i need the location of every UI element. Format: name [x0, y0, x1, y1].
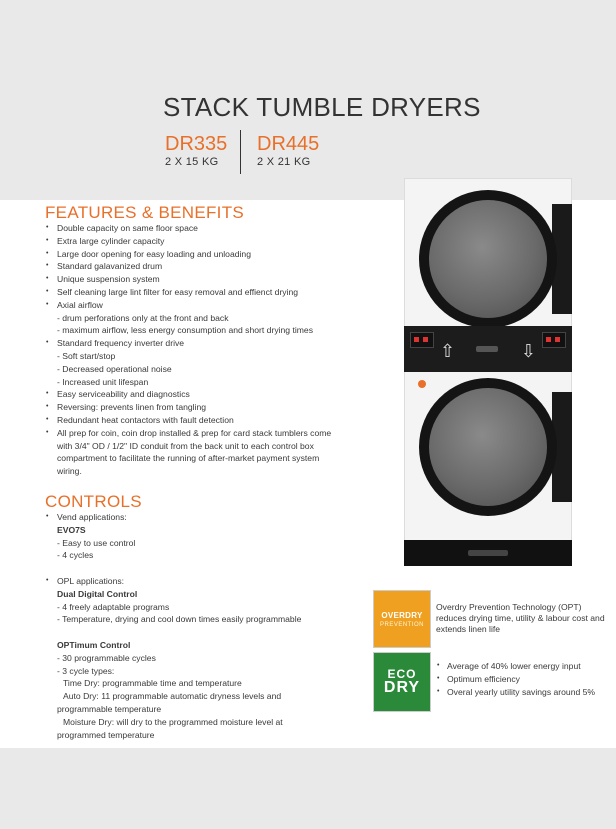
spacer — [45, 626, 375, 639]
control-detail: programmed temperature — [57, 729, 155, 740]
controls-heading: CONTROLS — [45, 492, 142, 511]
spacer — [45, 562, 375, 575]
feature-item: • Standard galavanized drum — [45, 260, 375, 273]
badge-line: PREVENTION — [379, 621, 424, 628]
door-glass — [429, 200, 547, 318]
arrow-up-icon: ⇧ — [440, 341, 456, 361]
control-detail: programmable temperature — [57, 703, 162, 714]
feature-item: • Double capacity on same floor space — [45, 222, 375, 235]
feature-item: • Standard frequency inverter drive — [45, 337, 375, 350]
feature-subitem: - maximum airflow, less energy consumption and short drying times — [57, 325, 314, 336]
feature-subitem: - drum perforations only at the front and back — [57, 312, 229, 323]
control-application: • OPL applications: — [45, 575, 375, 588]
control-detail: - Temperature, drying and cool down times easily programmable — [57, 614, 302, 625]
control-application: • Vend applications: — [45, 511, 375, 524]
control-name: EVO7S — [57, 524, 86, 535]
control-detail: - 30 programmable cycles — [57, 652, 156, 663]
control-detail: Time Dry: programmable time and temperature — [63, 678, 242, 689]
eco-benefits-list — [436, 660, 612, 698]
model-name: DR335 — [165, 133, 228, 155]
feature-item-continued: wiring. — [57, 466, 82, 477]
dryer-door-top — [419, 190, 557, 328]
door-glass — [429, 388, 547, 506]
model-capacity: 2 X 15 KG — [165, 156, 219, 168]
control-display — [542, 332, 566, 348]
badge-line: OVERDRY — [381, 610, 423, 620]
feature-item: • Self cleaning large lint filter for easy removal and effienct drying — [45, 286, 375, 299]
badge-line: DRY — [383, 679, 421, 696]
control-detail: - 4 freely adaptable programs — [57, 601, 170, 612]
feature-subitem: - Soft start/stop — [57, 350, 116, 361]
indicator — [414, 337, 419, 342]
feature-item: • Reversing: prevents linen from tangling — [45, 401, 375, 414]
opt-description: Overdry Prevention Technology (OPT) reduces drying time, utility & labour cost and extends linen life — [436, 602, 605, 634]
feature-item: • Large door opening for easy loading and unloading — [45, 248, 375, 261]
control-detail: - 4 cycles — [57, 550, 94, 561]
feature-item: • Redundant heat contactors with fault detection — [45, 414, 375, 427]
arrow-down-icon: ⇩ — [520, 341, 536, 361]
feature-item-continued: compartment to facilitate the running of after-market payment system — [57, 453, 320, 464]
feature-item: • Axial airflow — [45, 299, 375, 312]
features-heading: FEATURES & BENEFITS — [45, 203, 245, 222]
stack-dryer-image — [404, 178, 572, 566]
overdry-prevention-badge — [373, 590, 431, 648]
page-title: STACK TUMBLE DRYERS — [163, 92, 481, 122]
dryer-base — [404, 540, 572, 566]
control-detail: Auto Dry: 11 programmable automatic dryness levels and — [63, 691, 282, 702]
feature-item: • Extra large cylinder capacity — [45, 235, 375, 248]
control-name: OPTimum Control — [57, 639, 131, 650]
model-dr445 — [257, 132, 319, 168]
model-dr335 — [165, 132, 227, 168]
control-detail: - Easy to use control — [57, 537, 136, 548]
model-divider — [240, 130, 241, 174]
eco-benefit: • Optimum efficiency — [436, 673, 612, 686]
lint-drawer — [468, 550, 508, 556]
feature-item: • Unique suspension system — [45, 273, 375, 286]
control-name: Dual Digital Control — [57, 588, 138, 599]
indicator — [555, 337, 560, 342]
eco-benefit: • Overal yearly utility savings around 5% — [436, 686, 612, 699]
model-name: DR445 — [257, 133, 320, 155]
control-detail: - 3 cycle types: — [57, 665, 115, 676]
controls-list — [45, 511, 375, 741]
feature-item-continued: with 3/4" OD / 1/2" ID conduit from the back unit to each control box — [57, 440, 314, 451]
badge-line: ECO — [387, 667, 417, 681]
footer-background — [0, 748, 616, 829]
indicator — [423, 337, 428, 342]
eco-dry-badge — [373, 652, 431, 712]
control-detail: Moisture Dry: will dry to the programmed moisture level at — [63, 716, 283, 727]
eco-benefit: • Average of 40% lower energy input — [436, 660, 612, 673]
feature-item: • All prep for coin, coin drop installed & prep for card stack tumblers come — [45, 427, 375, 440]
feature-subitem: - Decreased operational noise — [57, 363, 172, 374]
model-capacity: 2 X 21 KG — [257, 156, 311, 168]
control-display — [410, 332, 434, 348]
coin-slot — [476, 346, 498, 352]
features-list — [45, 222, 375, 478]
feature-subitem: - Increased unit lifespan — [57, 376, 149, 387]
dryer-door-bottom — [419, 378, 557, 516]
status-light — [418, 380, 426, 388]
indicator — [546, 337, 551, 342]
feature-item: • Easy serviceability and diagnostics — [45, 388, 375, 401]
